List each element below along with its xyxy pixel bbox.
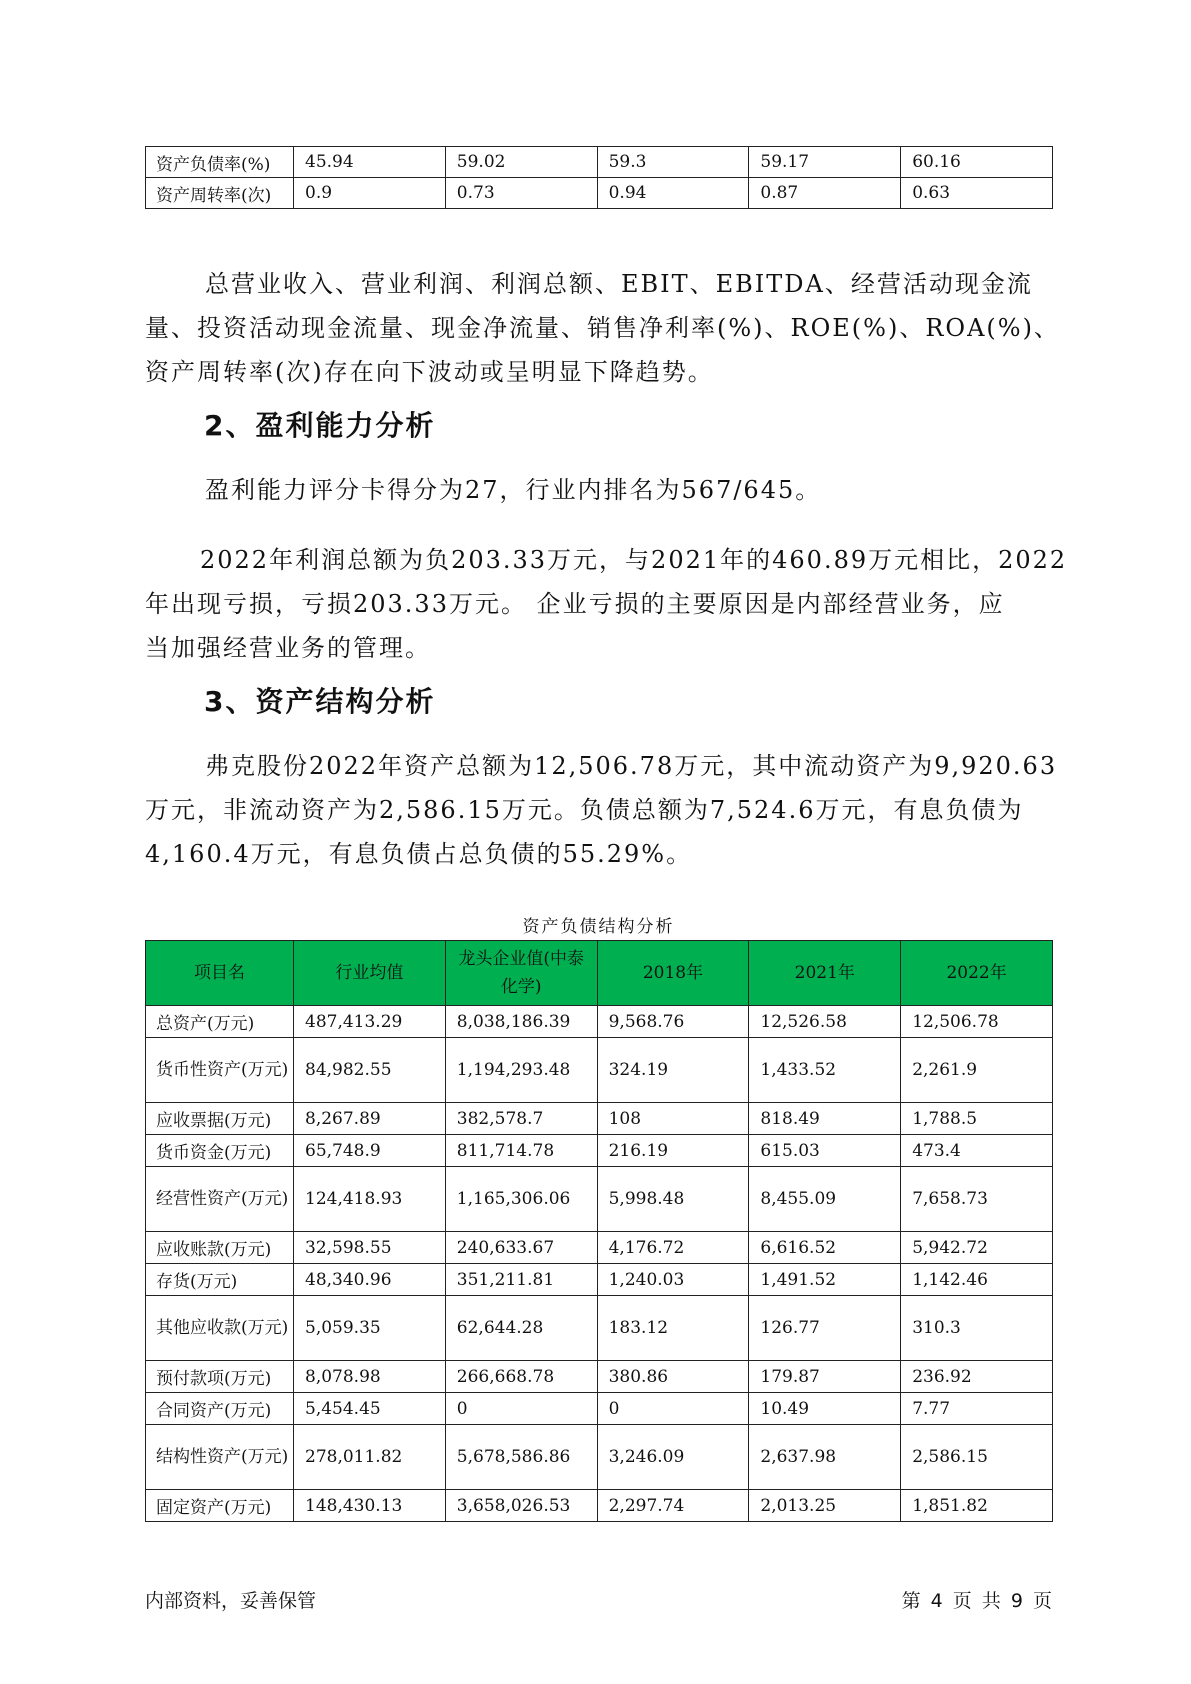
table-row: [146, 1296, 1053, 1361]
row-label: 应收票据(万元): [146, 1103, 294, 1135]
table-cell: 183.12: [597, 1296, 749, 1361]
table-cell: 59.02: [445, 147, 597, 178]
table-cell: 1,240.03: [597, 1264, 749, 1296]
table-cell: 5,678,586.86: [445, 1425, 597, 1490]
column-header: 2021年: [749, 941, 901, 1006]
table-cell: 324.19: [597, 1038, 749, 1103]
page-number: 第 4 页 共 9 页: [901, 1590, 1052, 1612]
table-cell: 179.87: [749, 1361, 901, 1393]
table-cell: 5,059.35: [294, 1296, 446, 1361]
profit-paragraph: [145, 538, 1068, 670]
column-header: 项目名: [146, 941, 294, 1006]
row-label: 存货(万元): [146, 1264, 294, 1296]
table-cell: 380.86: [597, 1361, 749, 1393]
table-row: [146, 1490, 1053, 1522]
table-cell: 48,340.96: [294, 1264, 446, 1296]
row-label: 货币资金(万元): [146, 1135, 294, 1167]
section-heading-profitability: 2、盈利能力分析: [204, 409, 436, 442]
column-header: 行业均值: [294, 941, 446, 1006]
table-row: [146, 1167, 1053, 1232]
table-cell: 8,078.98: [294, 1361, 446, 1393]
table-row: [146, 1393, 1053, 1425]
table-cell: 2,013.25: [749, 1490, 901, 1522]
balance-structure-table: [145, 940, 1053, 1522]
table-row: [146, 1264, 1053, 1296]
table-cell: 818.49: [749, 1103, 901, 1135]
asset-paragraph: [145, 744, 1057, 876]
footer-confidential-note: 内部资料，妥善保管: [145, 1590, 317, 1612]
table-cell: 60.16: [901, 147, 1053, 178]
table-cell: 0.87: [749, 178, 901, 209]
row-label: 结构性资产(万元): [146, 1425, 294, 1490]
table-cell: 240,633.67: [445, 1232, 597, 1264]
table-row: [146, 1135, 1053, 1167]
row-label: 应收账款(万元): [146, 1232, 294, 1264]
table-cell: 84,982.55: [294, 1038, 446, 1103]
table-cell: 1,851.82: [901, 1490, 1053, 1522]
paragraph-line: 4,160.4万元，有息负债占总负债的55.29%。: [145, 840, 693, 868]
table-row: [146, 147, 1053, 178]
table-cell: 7,658.73: [901, 1167, 1053, 1232]
row-label: 经营性资产(万元): [146, 1167, 294, 1232]
table-cell: 1,194,293.48: [445, 1038, 597, 1103]
table-cell: 382,578.7: [445, 1103, 597, 1135]
table-cell: 473.4: [901, 1135, 1053, 1167]
column-header: 2022年: [901, 941, 1053, 1006]
table-cell: 1,142.46: [901, 1264, 1053, 1296]
table-cell: 45.94: [294, 147, 446, 178]
paragraph-line: 总营业收入、营业利润、利润总额、EBIT、EBITDA、经营活动现金流: [205, 270, 1033, 298]
table-cell: 3,246.09: [597, 1425, 749, 1490]
paragraph-line: 弗克股份2022年资产总额为12,506.78万元，其中流动资产为9,920.63: [205, 752, 1058, 780]
column-header: 2018年: [597, 941, 749, 1006]
table-cell: 4,176.72: [597, 1232, 749, 1264]
table-cell: 59.17: [749, 147, 901, 178]
score-paragraph: [145, 468, 1057, 512]
row-label: 合同资产(万元): [146, 1393, 294, 1425]
table-cell: 0.94: [597, 178, 749, 209]
table-cell: 2,261.9: [901, 1038, 1053, 1103]
table-row: [146, 1232, 1053, 1264]
trend-paragraph: [145, 262, 1060, 394]
table-row: [146, 1103, 1053, 1135]
table-cell: 1,788.5: [901, 1103, 1053, 1135]
table-cell: 62,644.28: [445, 1296, 597, 1361]
table-row: [146, 178, 1053, 209]
table-cell: 266,668.78: [445, 1361, 597, 1393]
table-cell: 1,165,306.06: [445, 1167, 597, 1232]
paragraph-line: 量、投资活动现金流量、现金净流量、销售净利率(%)、ROE(%)、ROA(%)、: [145, 314, 1060, 342]
table-cell: 8,267.89: [294, 1103, 446, 1135]
table-row: [146, 1425, 1053, 1490]
table-cell: 1,433.52: [749, 1038, 901, 1103]
table-cell: 0: [445, 1393, 597, 1425]
table-cell: 1,491.52: [749, 1264, 901, 1296]
table-cell: 0: [597, 1393, 749, 1425]
table-cell: 351,211.81: [445, 1264, 597, 1296]
table-header-row: [146, 941, 1053, 1006]
table-cell: 8,038,186.39: [445, 1006, 597, 1038]
table-cell: 124,418.93: [294, 1167, 446, 1232]
table-cell: 5,942.72: [901, 1232, 1053, 1264]
row-label: 固定资产(万元): [146, 1490, 294, 1522]
table-cell: 108: [597, 1103, 749, 1135]
table-cell: 6,616.52: [749, 1232, 901, 1264]
paragraph-line: 2022年利润总额为负203.33万元，与2021年的460.89万元相比，2022: [200, 546, 1068, 574]
table-caption: 资产负债结构分析: [522, 917, 675, 937]
row-label: 资产周转率(次): [146, 178, 294, 209]
paragraph-line: 当加强经营业务的管理。: [145, 634, 431, 662]
table-cell: 2,637.98: [749, 1425, 901, 1490]
table-row: [146, 1006, 1053, 1038]
table-cell: 5,998.48: [597, 1167, 749, 1232]
table-cell: 32,598.55: [294, 1232, 446, 1264]
table-cell: 0.9: [294, 178, 446, 209]
table-cell: 10.49: [749, 1393, 901, 1425]
table-cell: 8,455.09: [749, 1167, 901, 1232]
table-cell: 59.3: [597, 147, 749, 178]
table-row: [146, 1361, 1053, 1393]
column-header: 龙头企业值(中泰化学): [445, 941, 597, 1006]
paragraph-line: 万元，非流动资产为2,586.15万元。负债总额为7,524.6万元，有息负债为: [145, 796, 1024, 824]
table-cell: 148,430.13: [294, 1490, 446, 1522]
table-cell: 310.3: [901, 1296, 1053, 1361]
table-cell: 2,586.15: [901, 1425, 1053, 1490]
table-cell: 126.77: [749, 1296, 901, 1361]
table-cell: 2,297.74: [597, 1490, 749, 1522]
table-cell: 12,526.58: [749, 1006, 901, 1038]
table-cell: 278,011.82: [294, 1425, 446, 1490]
table-cell: 0.63: [901, 178, 1053, 209]
table-row: [146, 1038, 1053, 1103]
paragraph-line: 年出现亏损，亏损203.33万元。 企业亏损的主要原因是内部经营业务，应: [145, 590, 1005, 618]
table-cell: 12,506.78: [901, 1006, 1053, 1038]
table-cell: 0.73: [445, 178, 597, 209]
paragraph-line: 资产周转率(次)存在向下波动或呈明显下降趋势。: [145, 358, 714, 386]
table-cell: 5,454.45: [294, 1393, 446, 1425]
row-label: 总资产(万元): [146, 1006, 294, 1038]
table-cell: 236.92: [901, 1361, 1053, 1393]
table-cell: 487,413.29: [294, 1006, 446, 1038]
table-cell: 3,658,026.53: [445, 1490, 597, 1522]
table-cell: 811,714.78: [445, 1135, 597, 1167]
ratio-table: [145, 146, 1053, 209]
table-cell: 7.77: [901, 1393, 1053, 1425]
table-cell: 216.19: [597, 1135, 749, 1167]
table-cell: 9,568.76: [597, 1006, 749, 1038]
row-label: 货币性资产(万元): [146, 1038, 294, 1103]
section-heading-asset-structure: 3、资产结构分析: [204, 685, 436, 718]
row-label: 其他应收款(万元): [146, 1296, 294, 1361]
paragraph-line: 盈利能力评分卡得分为27，行业内排名为567/645。: [205, 476, 822, 504]
row-label: 预付款项(万元): [146, 1361, 294, 1393]
row-label: 资产负债率(%): [146, 147, 294, 178]
table-cell: 615.03: [749, 1135, 901, 1167]
table-cell: 65,748.9: [294, 1135, 446, 1167]
